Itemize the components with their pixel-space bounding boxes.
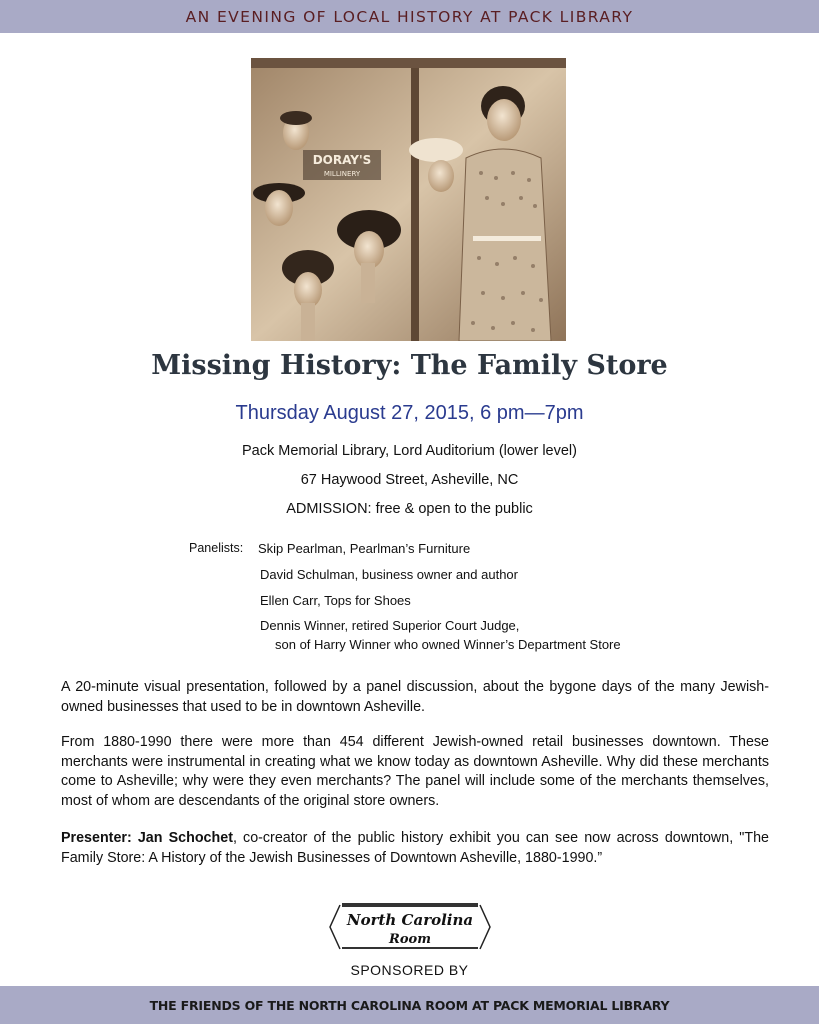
panelist-1: Skip Pearlman, Pearlman’s Furniture	[258, 541, 471, 556]
sponsored-by-label: SPONSORED BY	[350, 962, 469, 978]
bottom-banner	[0, 986, 819, 1024]
store-sign	[303, 150, 381, 180]
logo-line-2: Room	[389, 932, 431, 947]
presenter-text: , co-creator of the public history exhibit you can see now across downtown, "The Family Store: A History of the Jewish Businesses of Downtown Asheville, 1880-1990.”	[61, 830, 769, 866]
north-carolina-room-logo	[320, 893, 500, 961]
store-sign-text: DORAY'S	[312, 153, 372, 167]
event-admission: ADMISSION: free & open to the public	[286, 501, 533, 517]
top-banner-text: AN EVENING OF LOCAL HISTORY AT PACK LIBRARY	[185, 7, 634, 26]
panelist-2: David Schulman, business owner and author	[260, 567, 518, 582]
panelists-label: Panelists:	[189, 541, 244, 555]
description-paragraph-1: A 20-minute visual presentation, followed by a panel discussion, about the bygone days of the many Jewish-owned businesses that used to be in downtown Asheville.	[61, 679, 769, 715]
top-banner	[0, 0, 819, 33]
panelist-4-continued: son of Harry Winner who owned Winner’s Department Store	[275, 637, 621, 652]
historic-storefront-photo	[251, 58, 566, 341]
panelist-4: Dennis Winner, retired Superior Court Judge,	[260, 618, 520, 633]
event-venue: Pack Memorial Library, Lord Auditorium (lower level)	[242, 443, 577, 459]
event-address: 67 Haywood Street, Asheville, NC	[300, 472, 519, 488]
event-title: Missing History: The Family Store	[151, 350, 668, 381]
panelist-3: Ellen Carr, Tops for Shoes	[260, 593, 411, 608]
description-paragraph-2: From 1880-1990 there were more than 454 different Jewish-owned retail businesses downtown. These merchants were instrumental in creating what we know today as downtown Asheville. Why did these merchants come to Asheville; why were they even merchants? The panel will include some of the merchants themselves, most of whom are descendants of the original store owners.	[61, 734, 769, 809]
presenter-paragraph	[61, 829, 769, 868]
store-sign-sub: MILLINERY	[323, 170, 361, 178]
logo-line-1: North Carolina	[346, 911, 474, 929]
event-date: Thursday August 27, 2015, 6 pm—7pm	[235, 402, 584, 424]
bottom-banner-text: THE FRIENDS OF THE NORTH CAROLINA ROOM AT PACK MEMORIAL LIBRARY	[149, 997, 670, 1013]
presenter-label: Presenter: Jan Schochet	[61, 830, 233, 846]
